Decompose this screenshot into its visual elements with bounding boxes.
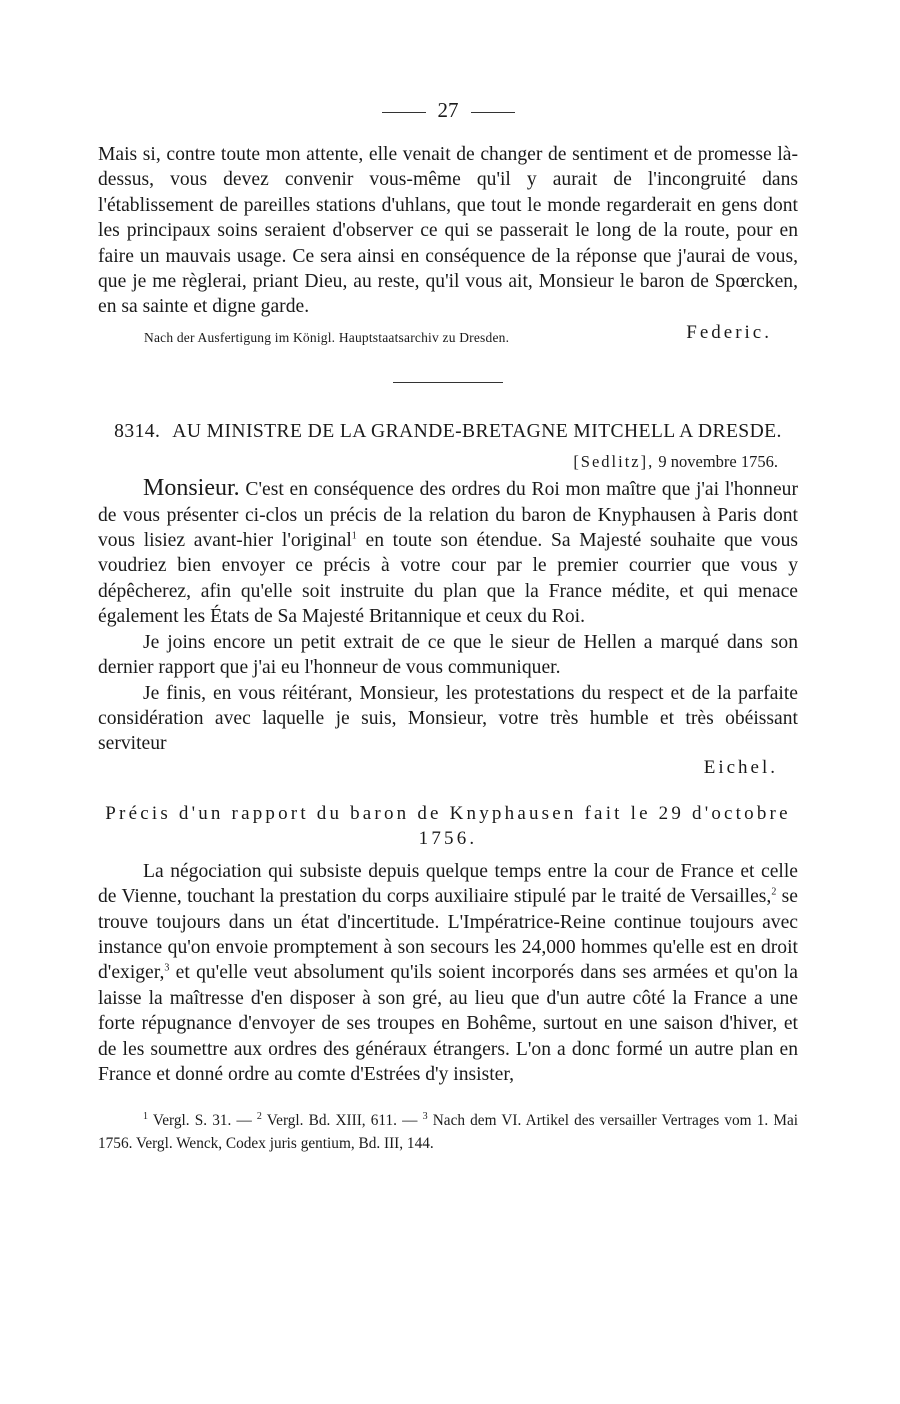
- footnotes: [98, 1109, 798, 1155]
- letter-number: 8314.: [114, 420, 161, 442]
- page-header: [98, 96, 798, 124]
- letter-paragraph-3: Je finis, en vous réitérant, Monsieur, les protestations du respect et de la parfaite considération avec laquelle je suis, Monsieur, votre très humble et très obéissant serviteur: [98, 682, 798, 755]
- page-number: 27: [437, 98, 459, 122]
- header-dash-left: [382, 112, 426, 113]
- source-note: Nach der Ausfertigung im Königl. Hauptstaatsarchiv zu Dresden.: [144, 329, 510, 345]
- footnote-2-marker: 2: [256, 1111, 262, 1123]
- footnote-ref-3: 3: [164, 962, 170, 974]
- letter-paragraph-1: [98, 476, 798, 629]
- footnote-ref-1: 1: [351, 530, 357, 542]
- section-divider: [393, 382, 503, 383]
- footnote-1-marker: 1: [143, 1111, 148, 1123]
- continued-paragraph: Mais si, contre toute mon attente, elle venait de changer de sentiment et de promesse là-dessus, vous devez convenir vous-même qu'il y aurait de l'incongruité dans l'établissement de pareilles stations d'uhlans, que tout le monde regarderait en gens dont les principaux soins seraient d'observer ce qui se passerait le long de la route, pour en faire un mauvais usage. Ce sera ainsi en conséquence de la réponse que j'aurai de vous, que je me règlerai, priant Dieu, au reste, qu'il vous ait, Monsieur le baron de Spœrcken, en sa sainte et digne garde.: [98, 144, 798, 318]
- precis-text: La négociation qui subsiste depuis quelque temps entre la cour de France et celle de Vienne, touchant la prestation du corps auxiliaire stipulé par le traité de Versailles,: [98, 860, 798, 908]
- precis-heading: Précis d'un rapport du baron de Knyphausen fait le 29 d'octobre 1756.: [105, 802, 791, 849]
- footnote-ref-2: 2: [771, 886, 777, 898]
- dateline-place: [Sedlitz],: [573, 452, 655, 472]
- precis-text: se trouve toujours dans un état d'incertitude. L'Impératrice-Reine continue toujours avec instance qu'on envoie promptement à son secours les 24,000 hommes qu'elle est en droit d'exiger,: [98, 886, 798, 984]
- dateline: [98, 452, 778, 472]
- source-line: [98, 322, 798, 352]
- letter-text: C'est en conséquence des ordres du Roi mon maître que j'ai l'honneur de vous présenter ci-clos un précis de la relation du baron de Knyphausen à Paris dont vous lisiez avant-hier l'original: [98, 479, 798, 552]
- footnote-line: [98, 1109, 798, 1155]
- signature-federic: Federic.: [686, 321, 772, 343]
- letter-paragraph-2: Je joins encore un petit extrait de ce que le sieur de Hellen a marqué dans son dernier rapport que j'ai eu l'honneur de vous communiquer.: [98, 631, 798, 679]
- document-page: [98, 96, 798, 1155]
- footnote-2: Vergl. Bd. XIII, 611. —: [261, 1112, 423, 1130]
- signature-eichel: Eichel.: [703, 756, 778, 778]
- footnote-1: Vergl. S. 31. —: [148, 1112, 257, 1130]
- footnote-3-marker: 3: [422, 1111, 428, 1123]
- letter-title: AU MINISTRE DE LA GRANDE-BRETAGNE MITCHELL A DRESDE.: [172, 420, 782, 442]
- precis-text: et qu'elle veut absolument qu'ils soient incorporés dans ses armées et qu'on la laisse la maîtresse d'en disposer à son gré, au lieu que d'un autre côté la France a une forte répugnance d'envoyer de ses troupes en Bohême, surtout en une saison d'hiver, et de les soumettre aux ordres des généraux étrangers. L'on a donc formé un autre plan en France et donné ordre au comte d'Estrées d'y insister,: [98, 962, 798, 1085]
- salutation: Monsieur.: [143, 475, 240, 502]
- letter-heading: [98, 419, 798, 444]
- precis-paragraph: [98, 859, 798, 1088]
- letter-text: en toute son étendue. Sa Majesté souhaite que vous voudriez bien envoyer ce précis à votre cour par le premier courrier que vous y dépêcherez, afin qu'elle soit instruite du plan que la France médite, et qui menace également les États de Sa Majesté Britannique et ceux du Roi.: [98, 530, 798, 628]
- dateline-date: 9 novembre 1756.: [658, 452, 778, 472]
- footnote-3: Nach dem VI. Artikel des versailler Vertrages vom 1. Mai 1756. Vergl. Wenck, Codex juris gentium, Bd. III, 144.: [98, 1112, 798, 1153]
- header-dash-right: [471, 112, 515, 113]
